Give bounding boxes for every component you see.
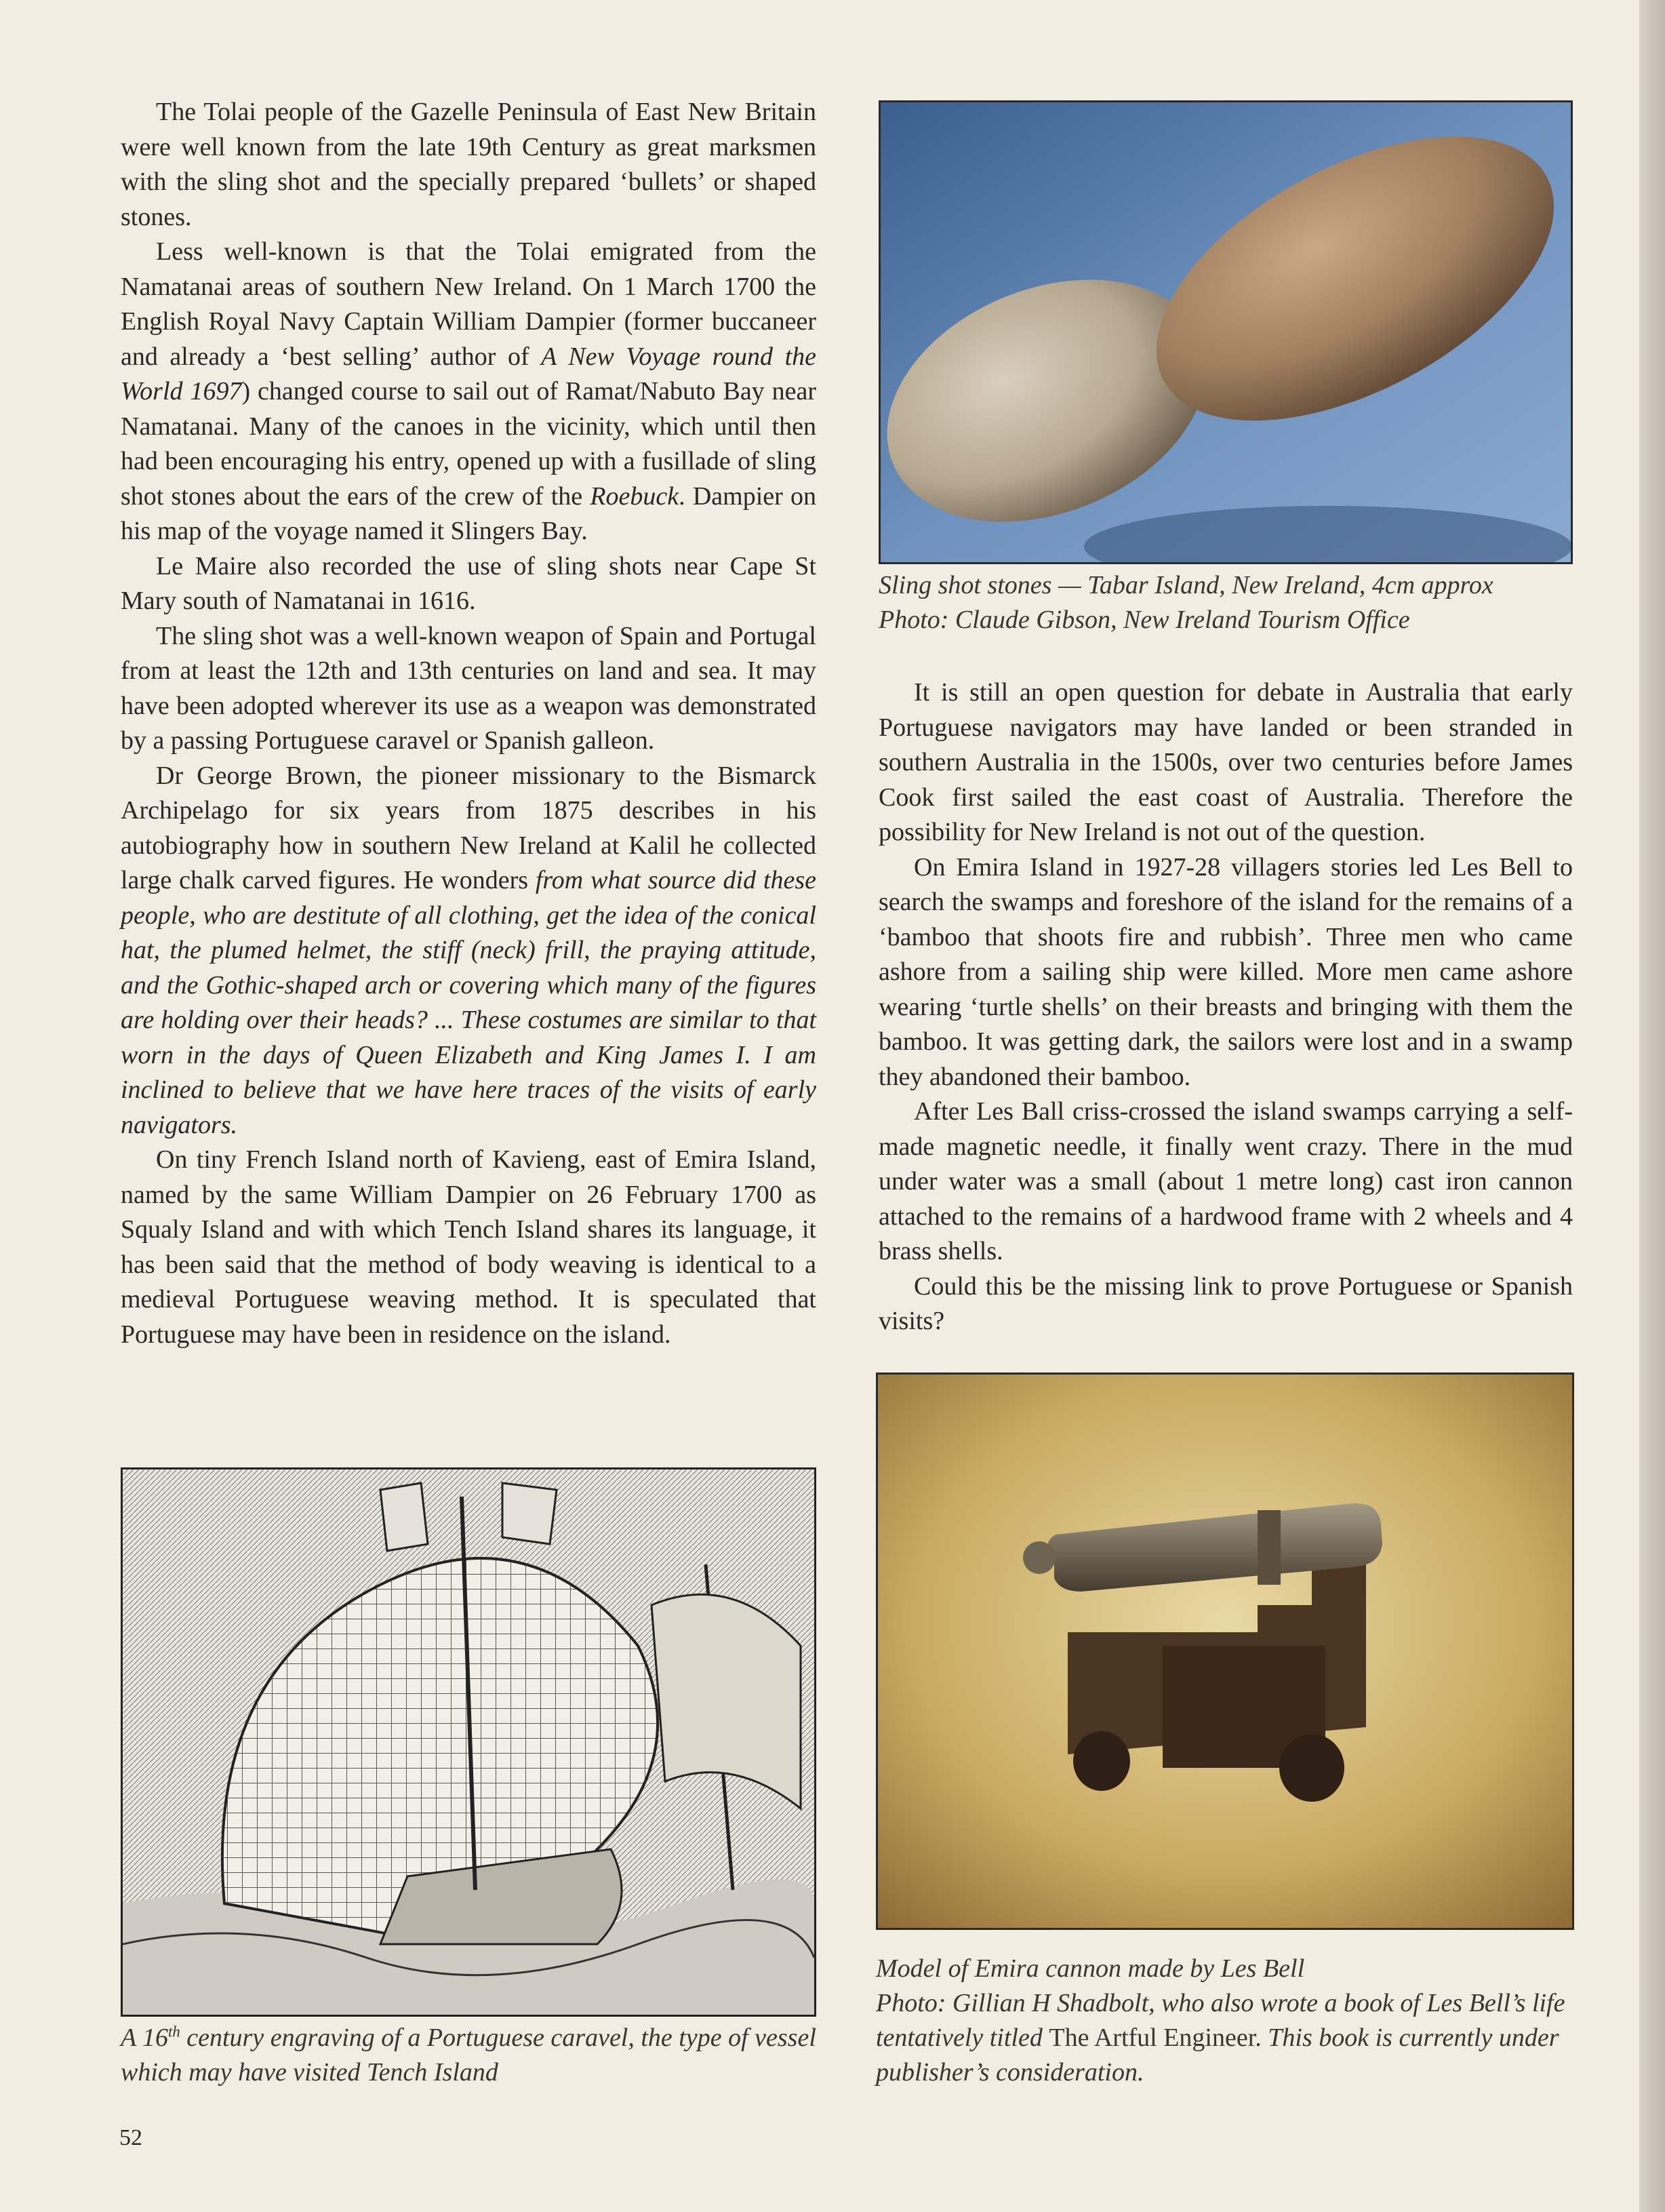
paragraph xyxy=(121,235,816,549)
caravel-engraving xyxy=(121,1467,816,2017)
caption-text: This book is currently under publisher’s consideration. xyxy=(876,2023,1559,2087)
cannon-model-photo xyxy=(876,1372,1574,1930)
sling-stones-photo xyxy=(879,100,1573,564)
book-title: A New Voyage round the World 1697 xyxy=(121,342,816,406)
sling-stones-image xyxy=(881,102,1571,562)
caption-line xyxy=(876,1986,1594,2090)
caption-text: A 16 xyxy=(121,2023,169,2052)
left-column xyxy=(121,95,816,1352)
caravel-engraving-image xyxy=(123,1469,814,2015)
quotation: from what source did these people, who are destitute of all clothing, get the idea of the conical hat, the plumed helmet, the stiff (neck) frill, the praying attitude, and the Gothic-shaped arch or covering which many of the figures are holding over their heads? ... These costumes are similar to that worn in the days of Queen Elizabeth and King James I. I am inclined to believe that we have here traces of the visits of early navigators. xyxy=(121,866,816,1139)
page-number: 52 xyxy=(119,2125,142,2150)
caption-line: Photo: Claude Gibson, New Ireland Tourism Office xyxy=(879,606,1410,634)
paragraph: On Emira Island in 1927-28 villagers stories led Les Bell to search the swamps and foreshore of the island for the remains of a ‘bamboo that shoots fire and rubbish’. Three men who came ashore from a sailing ship were killed. More men came ashore wearing ‘turtle shells’ on their breasts and bringing with them the bamboo. It was getting dark, the sailors were lost and in a swamp they abandoned their bamboo. xyxy=(879,852,1573,1091)
caption-line: Sling shot stones — Tabar Island, New Ireland, 4cm approx xyxy=(879,571,1493,599)
paragraph xyxy=(121,759,816,1143)
text-span: Less well-known is that the Tolai emigrated from the Namatanai areas of southern New Ireland. On 1 March 1700 the English Royal Navy Captain William Dampier (former buccaneer and already a ‘best selling’ author of xyxy=(121,237,816,371)
cannon-model-image xyxy=(878,1375,1572,1928)
caption-text: Photo: Gillian H Shadbolt, who also wrote a book of Les Bell’s life tentatively titled xyxy=(876,1989,1565,2052)
paragraph: The sling shot was a well-known weapon of Spain and Portugal from at least the 12th and 13th centuries on land and sea. It may have been adopted wherever its use as a weapon was demonstrated by a passing Portuguese caravel or Spanish galleon. xyxy=(121,621,816,755)
stones-caption xyxy=(879,568,1597,637)
caption-text: century engraving of a Portuguese caravel, the type of vessel which may have visited Tench Island xyxy=(121,2023,816,2087)
text-span: Dr George Brown, the pioneer missionary to the Bismarck Archipelago for six years from 1875 describes in his autobiography how in southern New Ireland at Kalil he collected large chalk carved figures. He wonders xyxy=(121,761,816,894)
caption-line: Model of Emira cannon made by Les Bell xyxy=(876,1954,1305,1983)
text-span: . Dampier on his map of the voyage named it Slingers Bay. xyxy=(121,481,816,545)
text-span: ) changed course to sail out of Ramat/Nabuto Bay near Namatanai. Many of the canoes in the vicinity, which until then had been encouraging his entry, opened up with a fusillade of sling shot stones about the ears of the crew of the xyxy=(121,377,817,511)
book-title: The Artful Engineer. xyxy=(1049,2023,1262,2052)
right-column xyxy=(879,675,1573,1339)
caravel-caption xyxy=(121,2021,826,2090)
page-edge xyxy=(1639,0,1665,2212)
paragraph: Le Maire also recorded the use of sling shots near Cape St Mary south of Namatanai in 1616. xyxy=(121,551,816,615)
paragraph: Could this be the missing link to prove Portuguese or Spanish visits? xyxy=(879,1271,1573,1335)
paragraph: It is still an open question for debate in Australia that early Portuguese navigators may have landed or been stranded in southern Australia in the 1500s, over two centuries before James Cook first sailed the east coast of Australia. Therefore the possibility for New Ireland is not out of the question. xyxy=(879,678,1573,846)
cannon-caption xyxy=(876,1952,1594,2090)
ship-name: Roebuck xyxy=(590,481,679,511)
paragraph: On tiny French Island north of Kavieng, east of Emira Island, named by the same William Dampier on 26 February 1700 as Squaly Island and with which Tench Island shares its language, it has been said that the method of body weaving is identical to a medieval Portuguese weaving method. It is speculated that Portuguese may have been in residence on the island. xyxy=(121,1145,816,1349)
superscript: th xyxy=(168,2023,180,2040)
paragraph: After Les Ball criss-crossed the island swamps carrying a self-made magnetic needle, it finally went crazy. There in the mud under water was a small (about 1 metre long) cast iron cannon attached to the remains of a hardwood frame with 2 wheels and 4 brass shells. xyxy=(879,1097,1573,1265)
paragraph: The Tolai people of the Gazelle Peninsula of East New Britain were well known from the late 19th Century as great marksmen with the sling shot and the specially prepared ‘bullets’ or shaped stones. xyxy=(121,98,816,231)
